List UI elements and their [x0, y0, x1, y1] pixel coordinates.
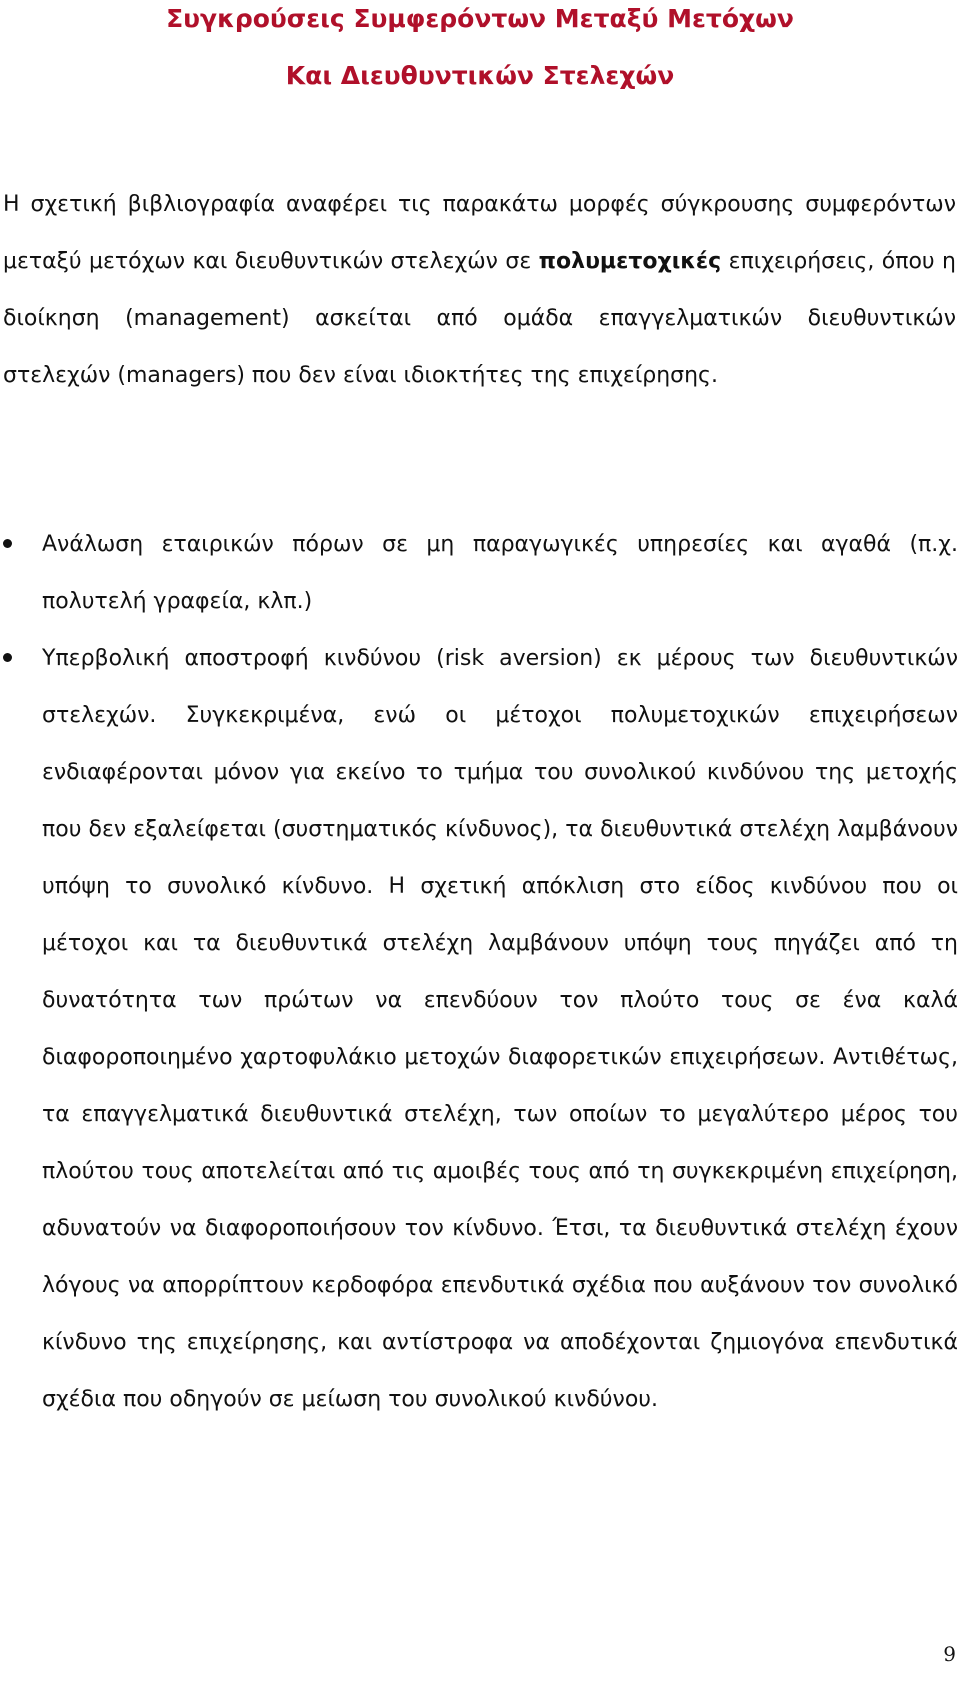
bullet-dot-icon — [3, 539, 12, 548]
page-number: 9 — [943, 1642, 956, 1666]
bullet-item-2-text: Υπερβολική αποστροφή κινδύνου (risk aversion) εκ μέρους των διευθυντικών στελεχών. Συγκεκριμένα, ενώ οι μέτοχοι πολυμετοχικών επιχειρήσεων ενδιαφέρονται μόνον για εκείνο το τμήμα του συνολικού κινδύνου της μετοχής που δεν εξαλείφεται (συστηματικός κίνδυνος), τα διευθυντικά στελέχη λαμβάνουν υπόψη το συνολικό κίνδυνο. Η σχετική απόκλιση στο είδος κινδύνου που οι μέτοχοι και τα διευθυντικά στελέχη λαμβάνουν υπόψη τους πηγάζει από τη δυνατότητα των πρώτων να επενδύουν τον πλούτο τους σε ένα καλά διαφοροποιημένο χαρτοφυλάκιο μετοχών διαφορετικών επιχειρήσεων. Αντιθέτως, τα επαγγελματικά διευθυντικά στελέχη, των οποίων το μεγαλύτερο μέρος του πλούτου τους αποτελείται από τις αμοιβές τους από τη συγκεκριμένη επιχείρηση, αδυνατούν να διαφοροποιήσουν τον κίνδυνο. Έτσι, τα διευθυντικά στελέχη έχουν λόγους να απορρίπτουν κερδοφόρα επενδυτικά σχέδια που αυξάνουν τον συνολικό κίνδυνο της επιχείρησης, και αντίστροφα να αποδέχονται ζημιογόνα επενδυτικά σχέδια που οδηγούν σε μείωση του συνολικού κινδύνου. — [42, 646, 958, 1412]
intro-bold-term: πολυμετοχικές — [538, 249, 722, 274]
document-title-line-2: Και Διευθυντικών Στελεχών — [285, 61, 675, 90]
intro-paragraph — [3, 176, 956, 404]
bullet-item-1-text: Ανάλωση εταιρικών πόρων σε μη παραγωγικές υπηρεσίες και αγαθά (π.χ. πολυτελή γραφεία, κλπ.) — [42, 532, 958, 614]
bullet-dot-icon — [3, 653, 12, 662]
document-title-line-1: Συγκρούσεις Συμφερόντων Μεταξύ Μετόχων — [166, 4, 794, 33]
bullet-list — [0, 516, 958, 1428]
intro-text-start: Η σχετική βιβλιογραφία αναφέρει τις παρακάτω μορφές σύγκρουσης συμφερόντων μεταξύ μετόχων και διευθυντικών στελεχών σε — [3, 192, 956, 274]
intro-text-end: επιχειρήσεις, όπου η διοίκηση (management) ασκείται από ομάδα επαγγελματικών διευθυντικών στελεχών (managers) που δεν είναι ιδιοκτήτες της επιχείρησης. — [3, 249, 956, 388]
bullet-item-1 — [0, 516, 958, 630]
bullet-item-2 — [0, 630, 958, 1428]
